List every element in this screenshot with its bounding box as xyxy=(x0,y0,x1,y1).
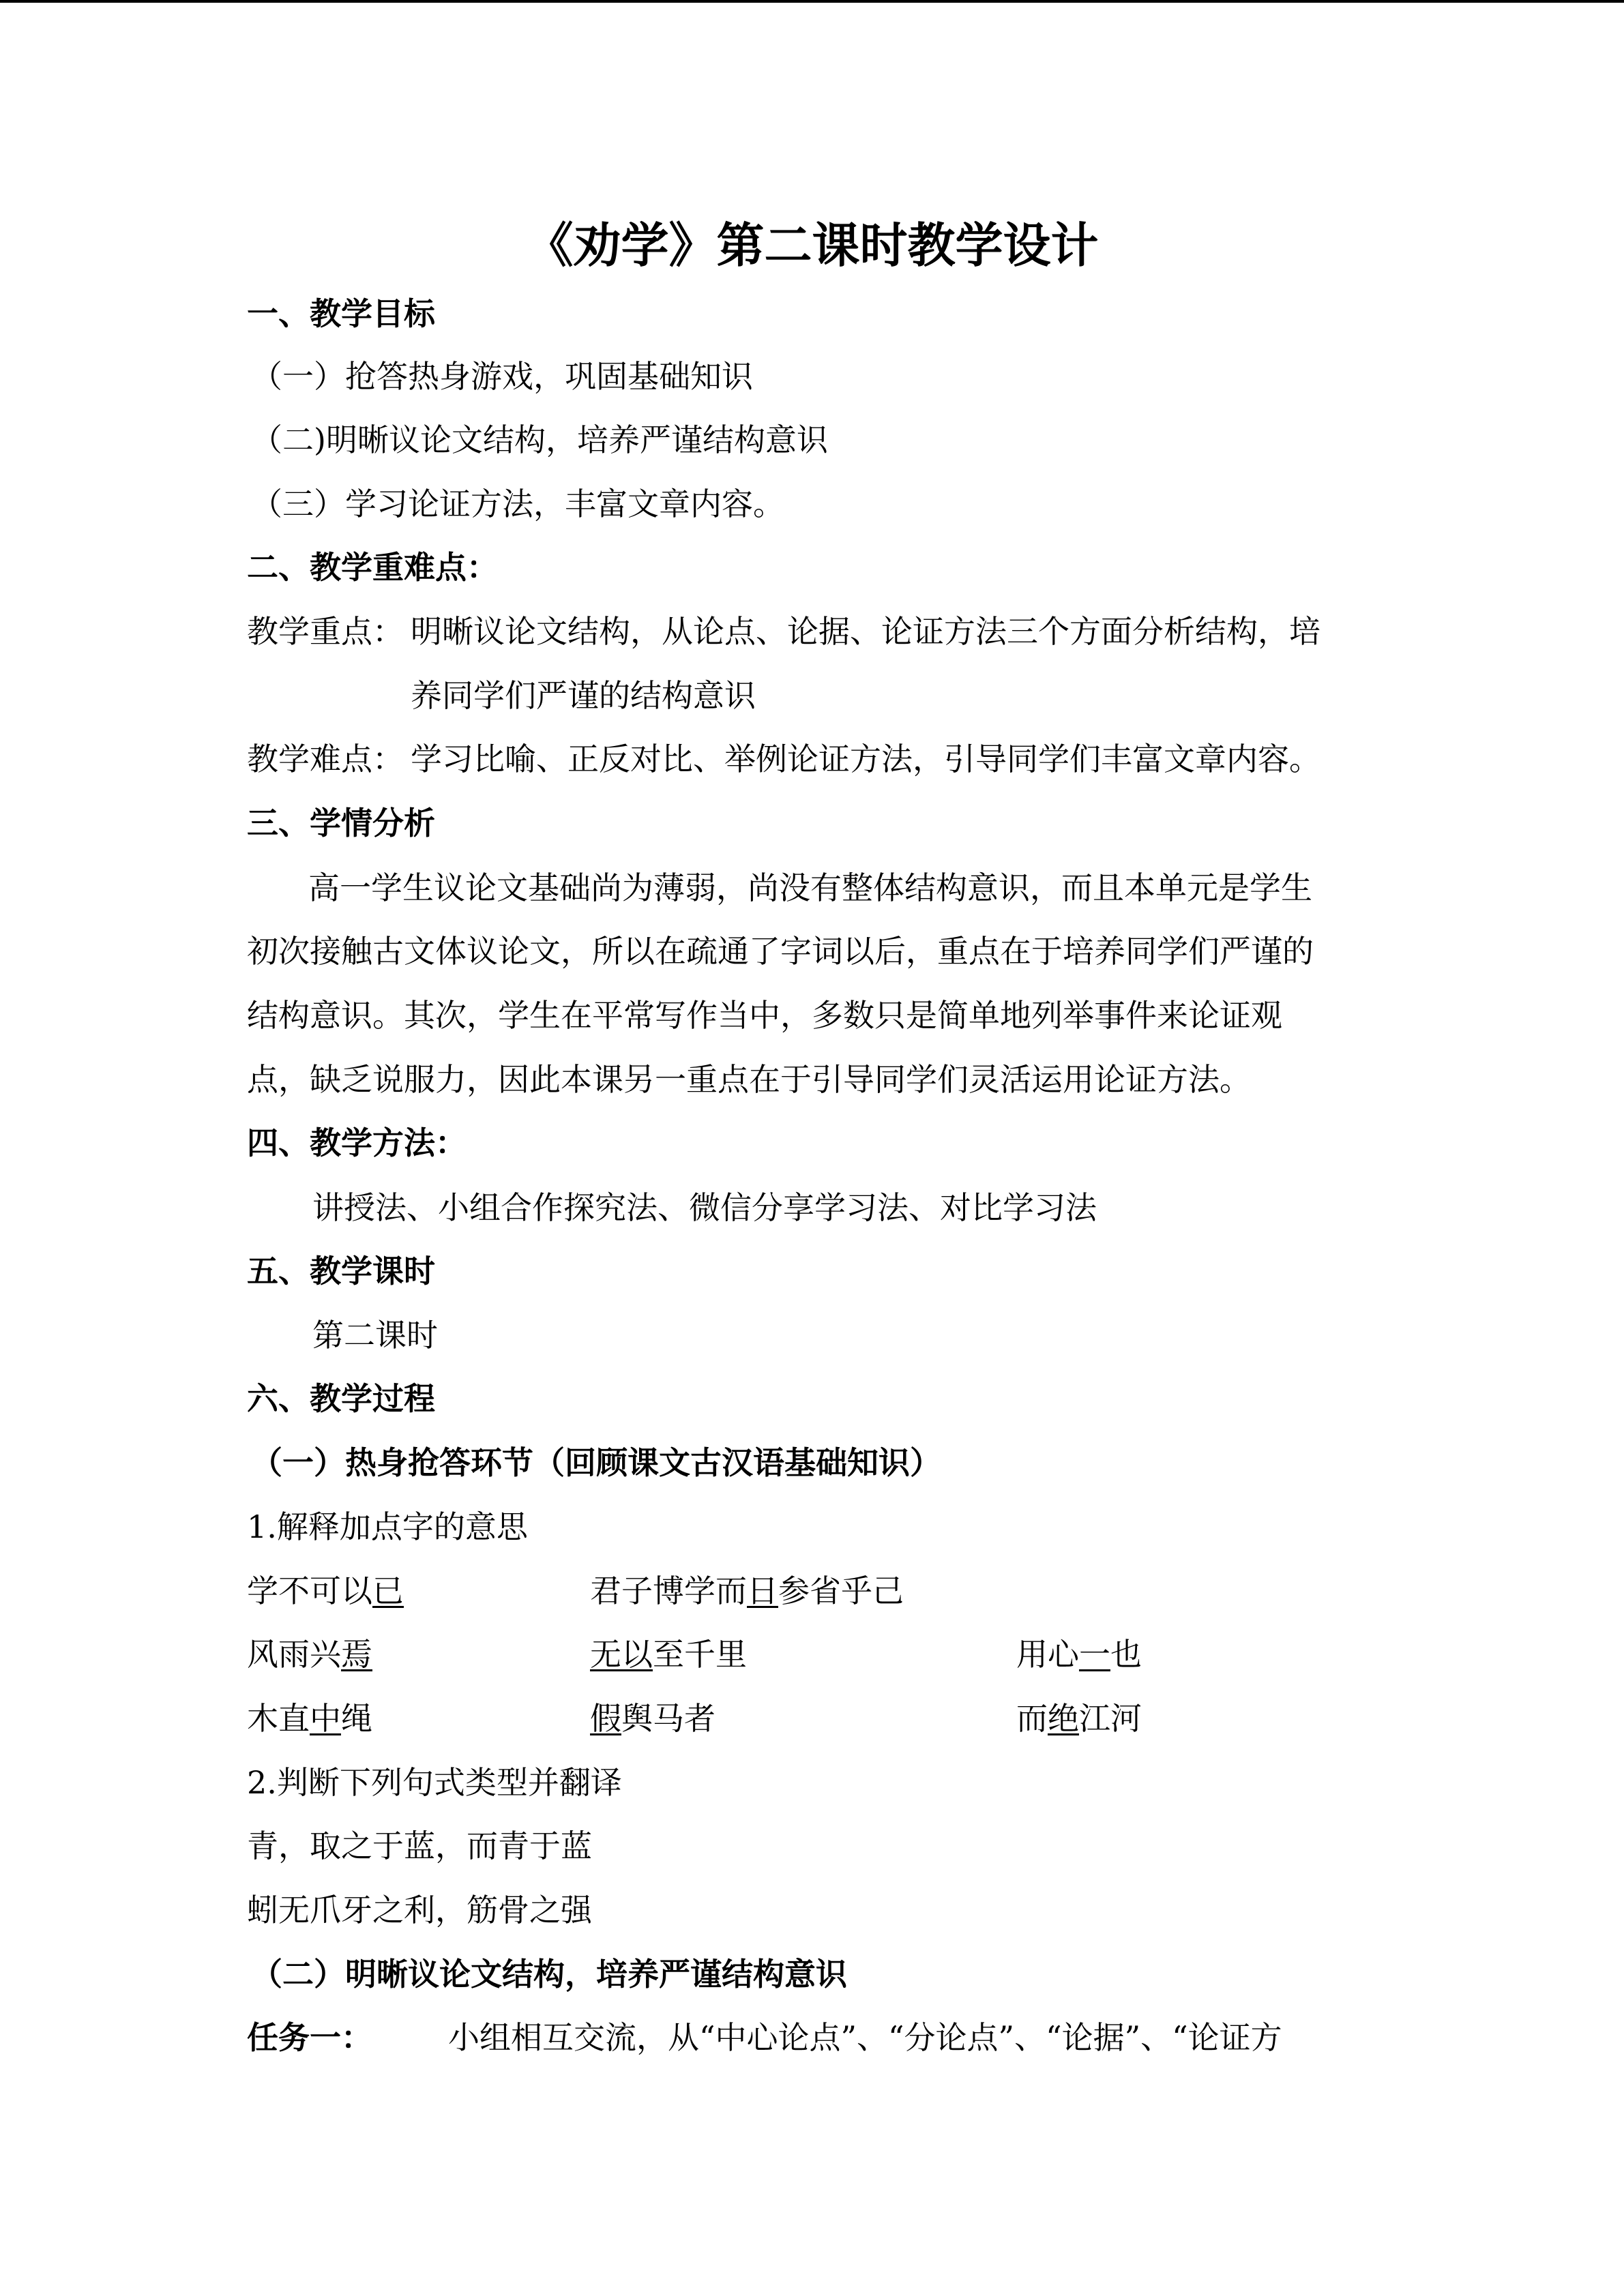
analysis-line-1: 高一学生议论文基础尚为薄弱，尚没有整体结构意识，而且本单元是学生 xyxy=(308,869,1312,906)
focus-text-line2: 养同学们严谨的结构意识 xyxy=(411,677,756,714)
objective-item-2: （二)明晰议论文结构，培养严谨结构意识 xyxy=(251,421,828,458)
objective-item-3: （三）学习论证方法，丰富文章内容。 xyxy=(251,486,784,522)
methods-text: 讲授法、小组合作探究法、微信分享学习法、对比学习法 xyxy=(312,1189,1097,1226)
question-1: 1.解释加点字的意思 xyxy=(247,1508,528,1545)
methods-heading: 四、教学方法： xyxy=(247,1124,467,1161)
analysis-line-3: 结构意识。其次，学生在平常写作当中，多数只是简单地列举事件来论证观 xyxy=(247,997,1282,1034)
word-item: 用心一也 xyxy=(1016,1636,1142,1673)
word-item: 假舆马者 xyxy=(590,1700,715,1737)
word-row-3 xyxy=(247,1698,1406,1739)
word-row-2 xyxy=(247,1634,1406,1675)
analysis-line-2: 初次接触古文体议论文，所以在疏通了字词以后，重点在于培养同学们严谨的 xyxy=(247,933,1314,970)
process-heading: 六、教学过程 xyxy=(247,1380,435,1417)
focus-label: 教学重点： xyxy=(247,613,404,650)
analysis-heading: 三、学情分析 xyxy=(247,805,435,841)
task-text: 小组相互交流，从“中心论点”、“分论点”、“论据”、“论证方 xyxy=(448,2019,1282,2056)
word-item: 木直中绳 xyxy=(247,1700,372,1737)
process-section-1: （一）热身抢答环节（回顾课文古汉语基础知识） xyxy=(251,1444,941,1481)
word-item: 无以至千里 xyxy=(590,1636,747,1673)
key-points-heading: 二、教学重难点： xyxy=(247,549,498,586)
objective-item-1: （一）抢答热身游戏，巩固基础知识 xyxy=(251,358,753,395)
word-item: 风雨兴焉 xyxy=(247,1636,372,1673)
word-row-1 xyxy=(247,1570,1406,1611)
difficulty-label: 教学难点： xyxy=(247,741,404,777)
period-heading: 五、教学课时 xyxy=(247,1253,435,1289)
question-2: 2.判断下列句式类型并翻译 xyxy=(247,1764,622,1801)
sentence-2: 蚓无爪牙之利，筋骨之强 xyxy=(247,1892,592,1928)
process-section-2: （二）明晰议论文结构，培养严谨结构意识 xyxy=(251,1956,847,1993)
document-title: 《劝学》第二课时教学设计 xyxy=(525,217,1099,273)
word-item: 君子博学而日参省乎己 xyxy=(590,1572,904,1609)
period-text: 第二课时 xyxy=(312,1317,438,1354)
objectives-heading: 一、教学目标 xyxy=(247,295,435,332)
analysis-line-4: 点，缺乏说服力，因此本课另一重点在于引导同学们灵活运用论证方法。 xyxy=(247,1061,1251,1098)
focus-text-line1: 明晰议论文结构，从论点、论据、论证方法三个方面分析结构，培 xyxy=(411,613,1320,650)
word-item: 而绝江河 xyxy=(1016,1700,1142,1737)
difficulty-text: 学习比喻、正反对比、举例论证方法，引导同学们丰富文章内容。 xyxy=(411,741,1320,777)
task-label: 任务一： xyxy=(247,2019,372,2056)
sentence-1: 青，取之于蓝，而青于蓝 xyxy=(247,1828,592,1864)
word-item: 学不可以已 xyxy=(247,1572,404,1609)
